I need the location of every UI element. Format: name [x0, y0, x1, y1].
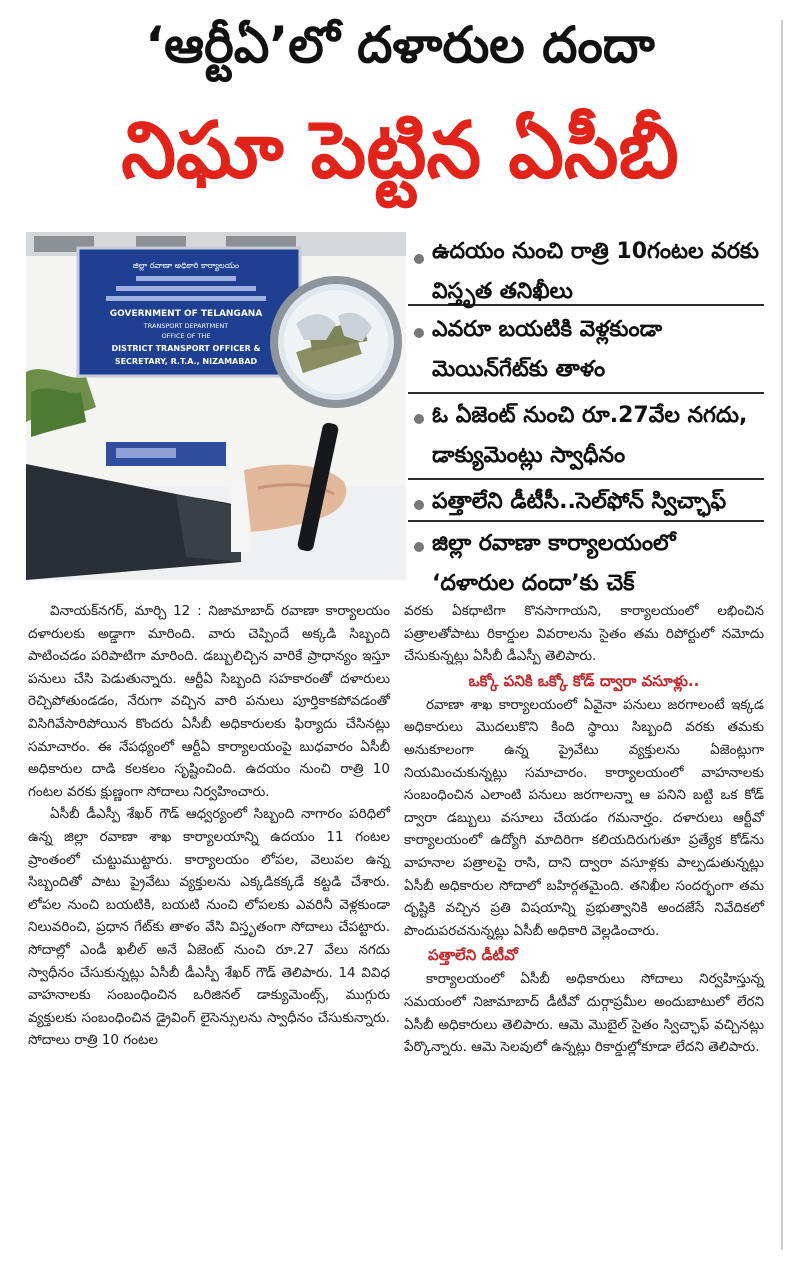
sign-line2: GOVERNMENT OF TELANGANA	[109, 309, 263, 319]
news-photo	[26, 232, 406, 580]
article-paragraph: ఏసీబీ డీఎస్పీ శేఖర్ గౌడ్ ఆధ్వర్యంలో సిబ్బంది నాగారం పరిధిలో ఉన్న జిల్లా రవాణా శాఖ కార్యాలయాన్ని ఉదయం 11 గంటల ప్రాంతంలో చుట్టుముట్టారు. కార్యాలయం లోపల, వెలుపల ఉన్న సిబ్బందితో పాటు ప్రైవేటు వ్యక్తులను ఎక్కడికక్కడే కట్టడి చేశారు. లోపల నుంచి బయటికి, బయటి నుంచి లోపలకు ఎవరినీ వెళ్లకుండా నిలువరించి, ప్రధాన గేట్‌కు తాళం వేసి విస్తృతంగా సోదాలు చేపట్టారు. సోదాల్లో ఎండీ ఖలీల్ అనే ఏజెంట్ నుంచి రూ.27 వేలు నగదు స్వాధీనం చేసుకున్నట్లు ఏసీబీ డీఎస్పీ శేఖర్ గౌడ్ తెలిపారు. 14 వివిధ వాహనాలకు సంబంధించిన ఒరిజినల్ డాక్యుమెంట్స్, ముగ్గురు వ్యక్తులకు సంబంధించిన డ్రైవింగ్ లైసెన్సులను స్వాధీనం చేసుకున్నారు. సోదాలు రాత్రి 10 గంటల	[28, 806, 390, 1049]
subheading: ఒక్కో పనికి ఒక్కో కోడ్ ద్వారా వసూళ్లు..	[468, 671, 700, 690]
highlight-item	[408, 482, 764, 522]
sign-line3: TRANSPORT DEPARTMENT	[143, 322, 229, 330]
sign-line6: SECRETARY, R.T.A., NIZAMABAD	[114, 357, 258, 366]
sign-line1: జిల్లా రవాణా అధికారి కార్యాలయం	[132, 261, 240, 270]
bullet-icon	[414, 328, 424, 338]
highlight-text: ఎవరూ బయటికి వెళ్లకుండా మెయిన్‌గేట్‌కు తాళం	[432, 317, 663, 382]
headline-line2: నిఘా పెట్టిన ఏసీబీ	[121, 106, 679, 196]
article-paragraph: కార్యాలయంలో ఏసీబీ అధికారులు సోదాలు నిర్వహిస్తున్న సమయంలో నిజామాబాద్ డీటీవో దుర్గాప్రమీల అందుబాటులో లేరని ఏసీబీ అధికారులు తెలిపారు. ఆమె మొబైల్ సైతం స్విచ్ఛాఫ్ వచ్చినట్లు పేర్కొన్నారు. ఆమె సెలవులో ఉన్నట్లు రికార్డుల్లోకూడా లేదని తెలిపారు.	[404, 971, 764, 1056]
highlight-item	[408, 232, 764, 306]
bullet-icon	[414, 414, 424, 424]
highlight-text: ఓ ఏజెంట్ నుంచి రూ.27వేల నగదు, డాక్యుమెంట్లు స్వాధీనం	[432, 403, 748, 468]
article-left-column	[28, 600, 390, 1052]
highlight-text: ఉదయం నుంచి రాత్రి 10గంటల వరకు విస్తృత తనిఖీలు	[432, 239, 760, 304]
article-right-column	[404, 600, 764, 1059]
highlight-item	[408, 396, 764, 480]
highlights-box	[408, 232, 764, 596]
headline-line1: ‘ఆర్టీఏ’లో దళారుల దందా	[145, 16, 655, 74]
highlight-text: జిల్లా రవాణా కార్యాలయంలో ‘దళారుల దందా’కు చెక్	[432, 531, 676, 596]
column-rule	[781, 20, 783, 1250]
article-paragraph: వినాయక్‌నగర్, మార్చి 12 : నిజామాబాద్ రవాణా కార్యాలయం దళారులకు అడ్డాగా మారింది. వారు చెప్పిందే అక్కడి సిబ్బంది పాటించడం పరిపాటిగా మారింది. డబ్బులిచ్చిన వారికే ప్రాధాన్యం ఇస్తూ పనులు చేసి పెడుతున్నారు. ఆర్టీఏ సిబ్బంది సహకారంతో దళారులు రెచ్చిపోతుండడం, నేరుగా వచ్చిన వారి పనులు పూర్తికాకపోవడంతో విసిగివేసారిపోయిన కొందరు ఏసీబీ అధికారులకు ఫిర్యాదు చేసినట్లు సమాచారం. ఈ నేపథ్యంలో ఆర్టీఏ కార్యాలయంపై బుధవారం ఏసీబీ అధికారుల దాడి కలకలం సృష్టించింది. ఉదయం నుంచి రాత్రి 10 గంటల వరకు క్షుణ్ణంగా సోదాలు నిర్వహించారు.	[28, 603, 390, 800]
subheading: పత్తాలేని డీటీవో	[428, 946, 518, 965]
signboard	[78, 248, 300, 376]
bullet-icon	[414, 254, 424, 264]
highlight-item	[408, 310, 764, 394]
article-paragraph: రవాణా శాఖ కార్యాలయంలో ఏవైనా పనులు జరగాలంటే ఇక్కడ అధికారులు మొదలుకొని కింది స్థాయి సిబ్బంది వరకు తమకు అనుకూలంగా ఉన్న ప్రైవేటు వ్యక్తులను ఏజెంట్లుగా నియమించుకున్నట్లు సమాచారం. కార్యాలయంలో వాహనాలకు సంబంధించిన ఎలాంటి పనులు జరగాలన్నా ఆ పనిని బట్టి ఒక కోడ్ ద్వారా డబ్బులు వసూలు చేయడం గమనార్హం. దళారులు ఆర్టీవో కార్యాలయంలో ఉద్యోగి మాదిరిగా కలియదిరుగుతూ ప్రత్యేక కోడ్‌ను వాహనాల పత్రాలపై రాసి, దాని ద్వారా వసూళ్లకు పాల్పడుతున్నట్లు ఏసీబీ అధికారుల సోదాలో బహిర్గతమైంది. తనిఖీల సందర్భంగా తమ దృష్టికి వచ్చిన ప్రతి విషయాన్ని ప్రభుత్వానికి అందజేసే నివేదికలో పొందుపరచనున్నట్లు ఏసీబీ అధికారి వెల్లడించారు.	[404, 696, 764, 939]
sign-line5: DISTRICT TRANSPORT OFFICER &	[111, 344, 261, 353]
bullet-icon	[414, 500, 424, 510]
highlight-item	[408, 524, 764, 596]
highlight-text: పత్తాలేని డీటీసీ..సెల్‌ఫోన్ స్విచ్ఛాఫ్	[432, 489, 727, 514]
sign-line4: OFFICE OF THE	[161, 332, 211, 340]
article-paragraph: వరకు ఏకధాటిగా కొనసాగాయని, కార్యాలయంలో లభించిన పత్రాలతోపాటు రికార్డుల వివరాలను సైతం తమ రిపోర్టులో నమోదు చేసుకున్నట్లు ఏసీబీ డీఎస్పీ తెలిపారు.	[404, 603, 764, 665]
bullet-icon	[414, 542, 424, 552]
